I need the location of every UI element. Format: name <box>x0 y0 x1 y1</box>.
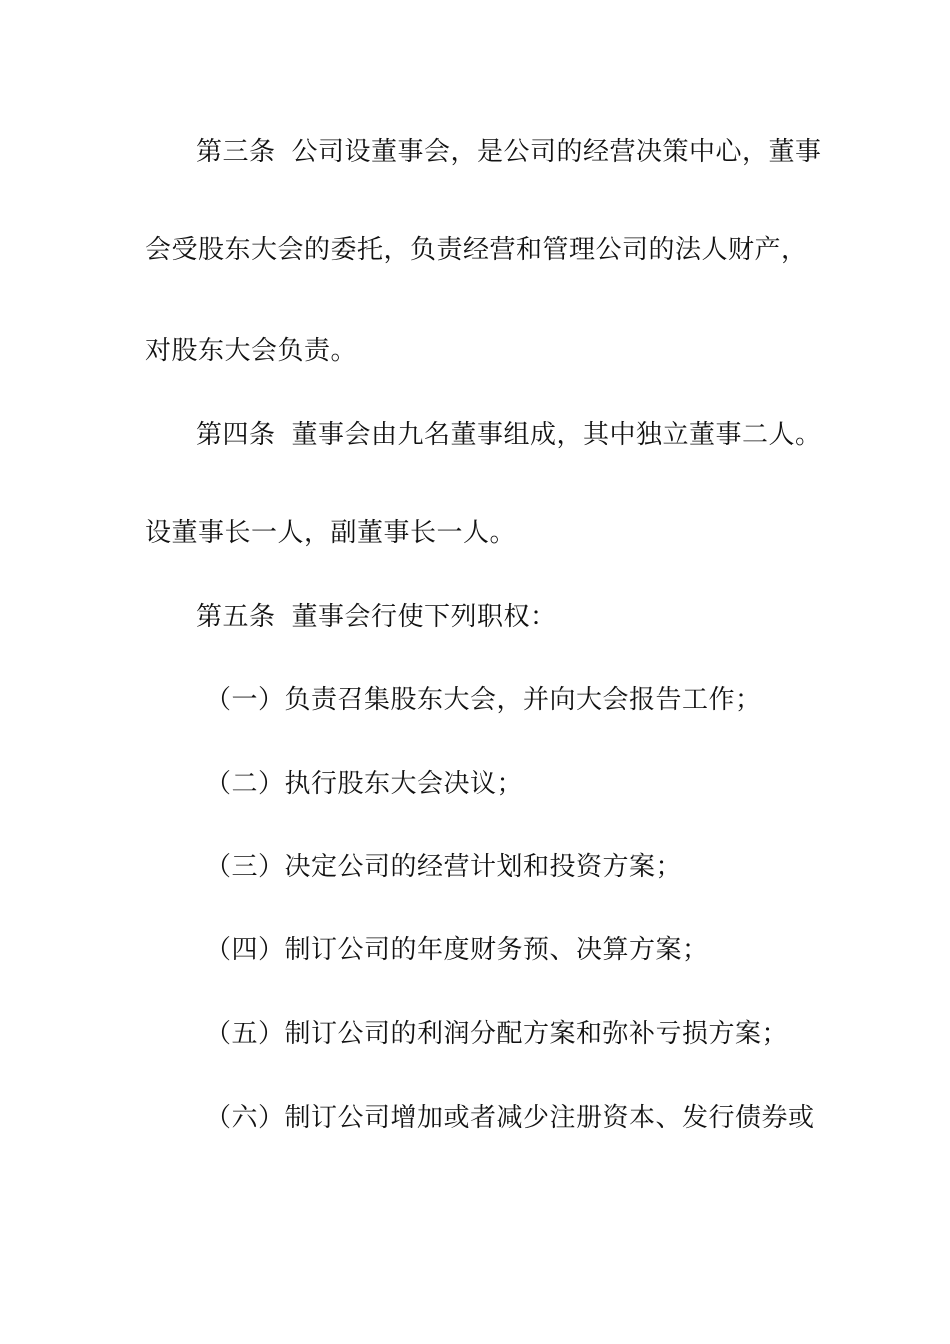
article-5-item-2: （二）执行股东大会决议； <box>205 769 524 799</box>
article-5-label: 第五条 <box>196 602 276 632</box>
article-3-line-3: 对股东大会负责。 <box>145 336 358 366</box>
article-5-item-3: （三）决定公司的经营计划和投资方案； <box>205 852 683 882</box>
article-5-item-4: （四）制订公司的年度财务预、决算方案； <box>205 935 709 965</box>
article-5-item-6: （六）制订公司增加或者减少注册资本、发行债券或 <box>205 1103 815 1133</box>
article-4-label: 第四条 <box>196 420 276 450</box>
article-4-line-1 <box>196 419 822 451</box>
article-5-item-5: （五）制订公司的利润分配方案和弥补亏损方案； <box>205 1019 789 1049</box>
article-4-line-2: 设董事长一人，副董事长一人。 <box>145 518 517 548</box>
article-3-line-2: 会受股东大会的委托，负责经营和管理公司的法人财产， <box>145 235 808 265</box>
article-3-text-1: 公司设董事会，是公司的经营决策中心，董事 <box>291 137 822 167</box>
article-3-label: 第三条 <box>196 137 276 167</box>
article-4-text-1: 董事会由九名董事组成，其中独立董事二人。 <box>291 420 822 450</box>
article-3-line-1 <box>196 136 822 168</box>
article-5-text-1: 董事会行使下列职权： <box>291 602 557 632</box>
article-5-line-1 <box>196 601 557 633</box>
article-5-item-1: （一）负责召集股东大会，并向大会报告工作； <box>205 685 762 715</box>
